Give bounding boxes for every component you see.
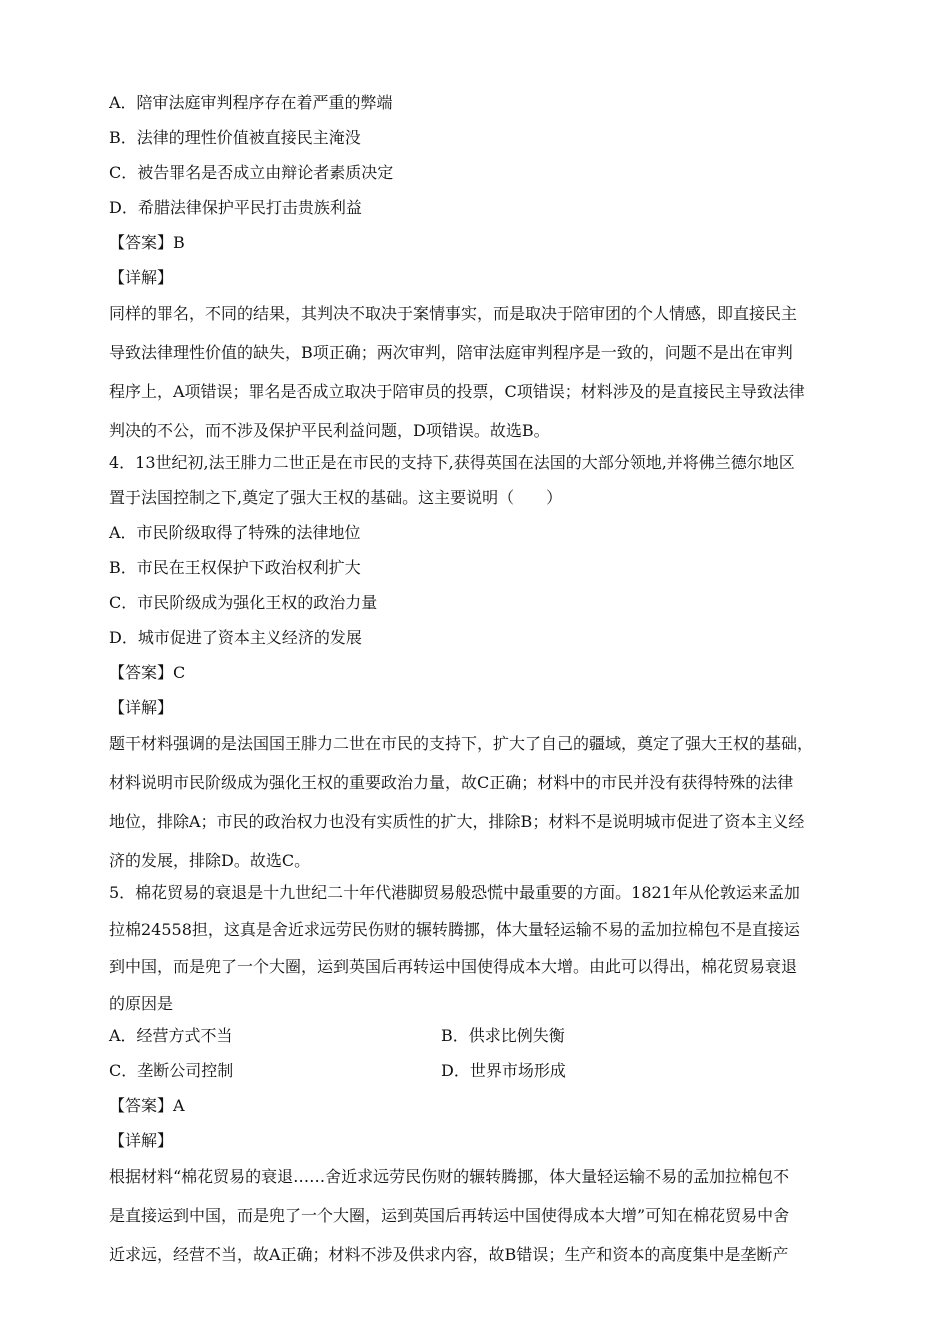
q4-detail-line: 题干材料强调的是法国国王腓力二世在市民的支持下，扩大了自己的疆域，奠定了强大王权的基础， (109, 734, 814, 753)
q4-detail-label: 【详解】 (109, 698, 174, 717)
q5-option-c: C．垄断公司控制 (109, 1061, 234, 1080)
q4-option-c: C．市民阶级成为强化王权的政治力量 (109, 593, 378, 612)
q4-detail-line: 济的发展，排除D。故选C。 (109, 851, 311, 870)
q3-detail-line: 程序上，A项错误；罪名是否成立取决于陪审员的投票，C项错误；材料涉及的是直接民主导致法律 (109, 382, 805, 401)
q4-answer: 【答案】C (109, 663, 186, 682)
q5-detail-line: 近求远，经营不当，故A正确；材料不涉及供求内容，故B错误；生产和资本的高度集中是垄断产 (109, 1245, 789, 1264)
q3-option-c: C．被告罪名是否成立由辩论者素质决定 (109, 163, 394, 182)
q3-detail-line: 导致法律理性价值的缺失，B项正确；两次审判，陪审法庭审判程序是一致的，问题不是出在审判 (109, 343, 793, 362)
q4-option-b: B．市民在王权保护下政治权利扩大 (109, 558, 361, 577)
q3-option-b: B．法律的理性价值被直接民主淹没 (109, 128, 361, 147)
q5-option-a: A．经营方式不当 (109, 1026, 233, 1045)
q4-option-a: A．市民阶级取得了特殊的法律地位 (109, 523, 361, 542)
q5-detail-label: 【详解】 (109, 1131, 174, 1150)
q3-detail-line: 同样的罪名，不同的结果，其判决不取决于案情事实，而是取决于陪审团的个人情感，即直接民主 (109, 304, 798, 323)
q3-option-a: A．陪审法庭审判程序存在着严重的弊端 (109, 93, 393, 112)
q3-detail-label: 【详解】 (109, 268, 174, 287)
q4-detail-line: 地位，排除A；市民的政治权力也没有实质性的扩大，排除B；材料不是说明城市促进了资本主义经 (109, 812, 805, 831)
q5-stem-line: 到中国，而是兜了一个大圈，运到英国后再转运中国使得成本大增。由此可以得出，棉花贸易衰退 (109, 957, 798, 976)
q3-answer: 【答案】B (109, 233, 185, 252)
q4-stem-line: 置于法国控制之下,奠定了强大王权的基础。这主要说明（ ） (109, 488, 563, 507)
q5-detail-line: 是直接运到中国，而是兜了一个大圈，运到英国后再转运中国使得成本大增”可知在棉花贸易中舍 (109, 1206, 790, 1225)
q4-stem-line: 4．13世纪初,法王腓力二世正是在市民的支持下,获得英国在法国的大部分领地,并将佛兰德尔地区 (109, 453, 795, 472)
q5-answer: 【答案】A (109, 1096, 185, 1115)
q4-detail-line: 材料说明市民阶级成为强化王权的重要政治力量，故C正确；材料中的市民并没有获得特殊的法律 (109, 773, 794, 792)
q3-detail-line: 判决的不公，而不涉及保护平民利益问题，D项错误。故选B。 (109, 421, 550, 440)
q4-option-d: D．城市促进了资本主义经济的发展 (109, 628, 362, 647)
q5-option-d: D．世界市场形成 (441, 1061, 566, 1080)
q5-detail-line: 根据材料“棉花贸易的衰退……舍近求远劳民伤财的辗转腾挪，体大量轻运输不易的孟加拉棉包不 (109, 1167, 790, 1186)
q5-stem-line: 5．棉花贸易的衰退是十九世纪二十年代港脚贸易般恐慌中最重要的方面。1821年从伦敦运来孟加 (109, 883, 800, 902)
q5-option-b: B．供求比例失衡 (441, 1026, 565, 1045)
q5-stem-line: 拉棉24558担，这真是舍近求远劳民伤财的辗转腾挪，体大量轻运输不易的孟加拉棉包不是直接运 (109, 920, 800, 939)
q5-stem-line: 的原因是 (109, 994, 174, 1013)
q3-option-d: D．希腊法律保护平民打击贵族利益 (109, 198, 362, 217)
